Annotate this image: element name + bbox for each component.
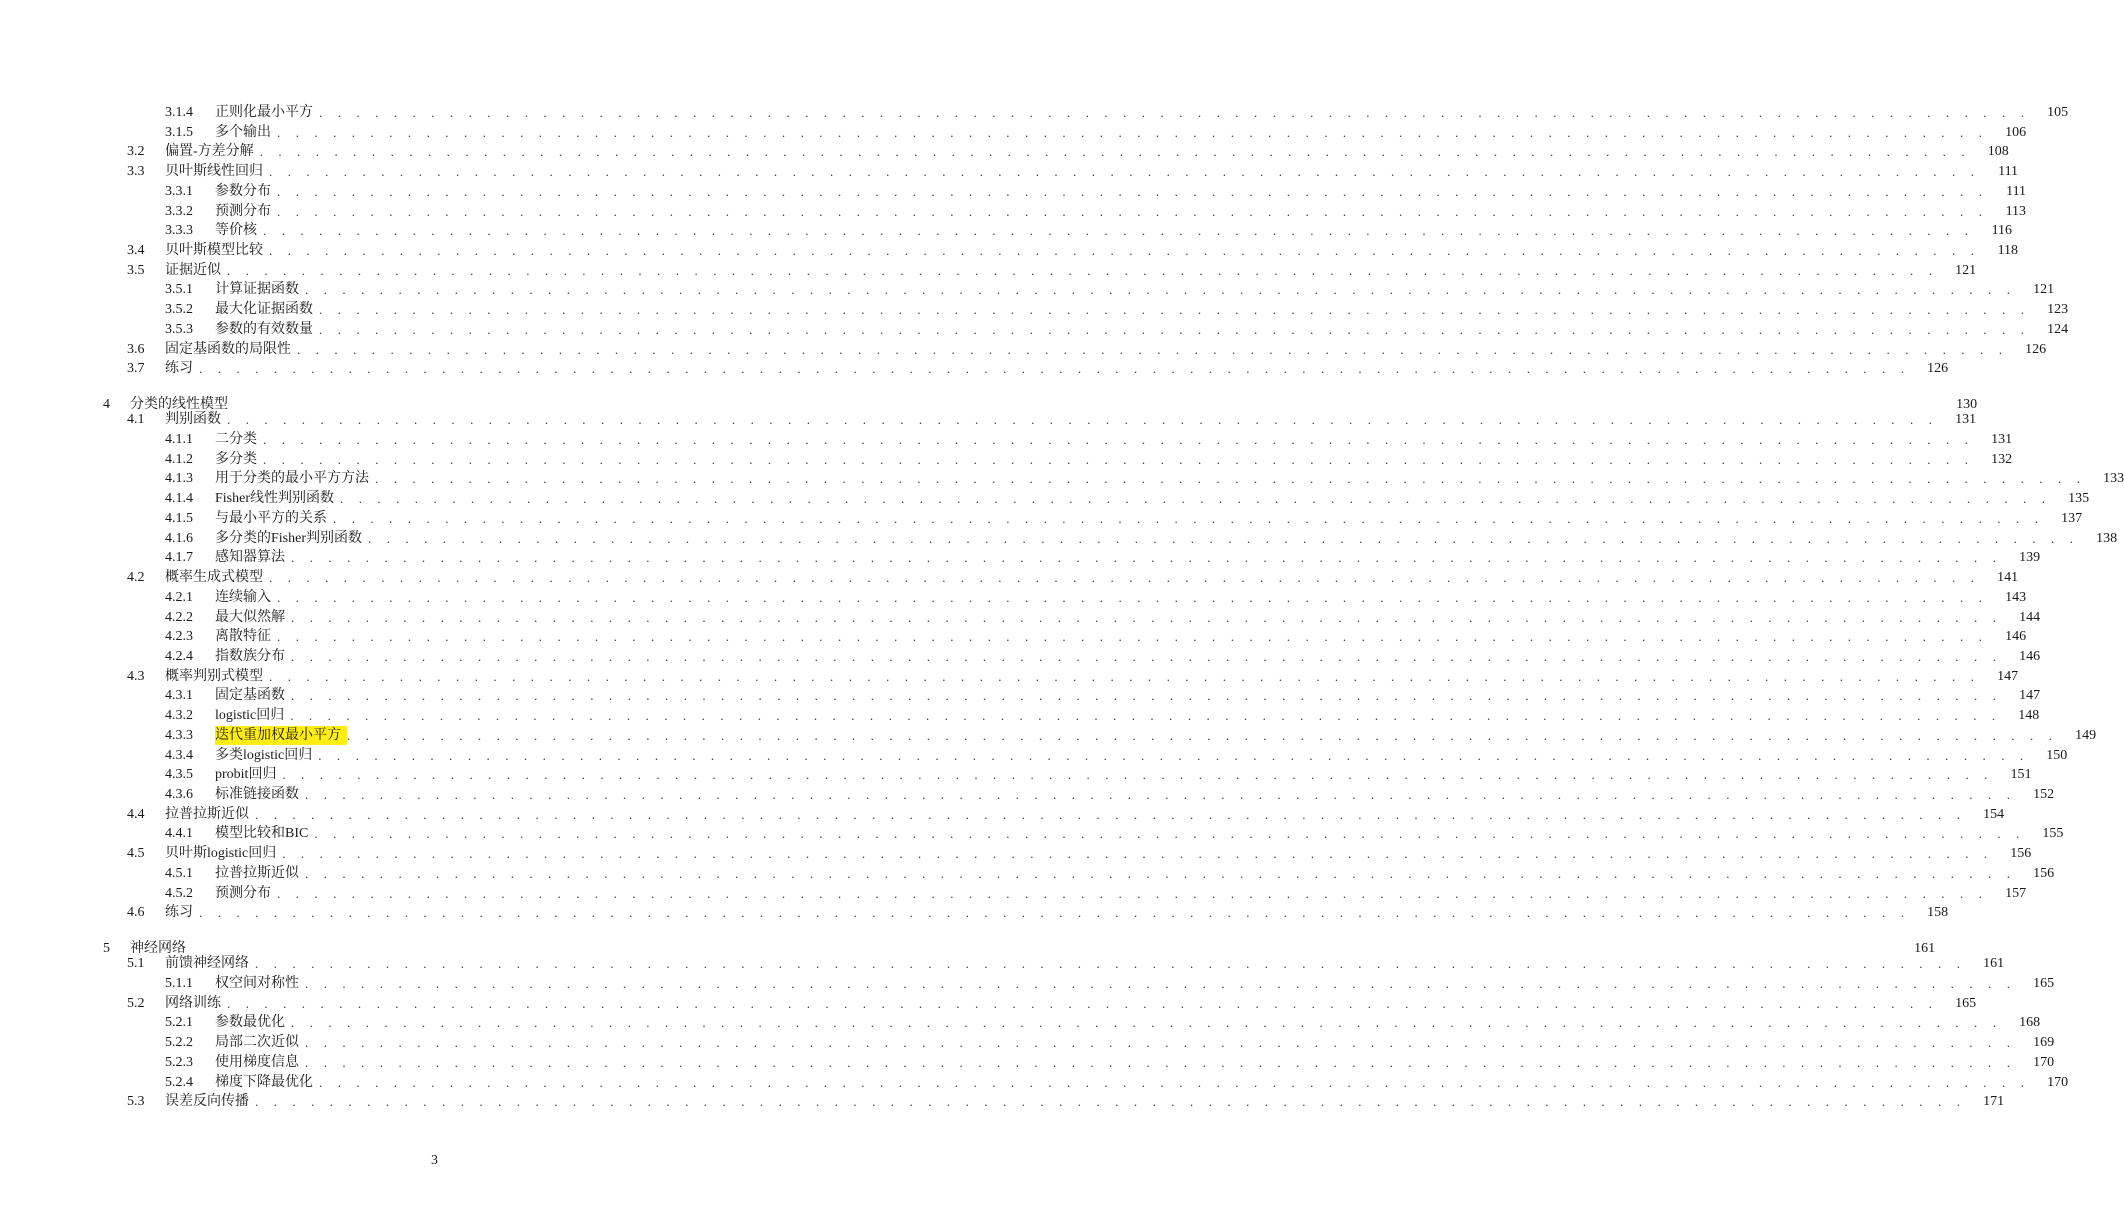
toc-entry-number: 4.1 (127, 412, 145, 427)
toc-entry-number: 3.3.2 (165, 204, 193, 219)
toc-page-number: 165 (2033, 976, 2055, 991)
toc-entry-title: 固定基函数 (215, 688, 285, 703)
toc-entry-title: 拉普拉斯近似 (165, 807, 249, 822)
toc-entry-number: 5 (103, 941, 110, 956)
toc-subsection-row[interactable] (165, 1033, 2055, 1052)
toc-leader-dots: . . . . . . . . . . . . . . . . . . . . . . . . . . . . . . . . . . . . . . . . . . . . . . . . . . . . . . . . . . . . . . . . . . . . . . . . . . . . . . . . . . . . . . . . . . . . (319, 302, 2031, 317)
toc-entry-number: 4.3.2 (165, 708, 193, 723)
toc-entry-title: 多分类 (215, 452, 257, 467)
toc-entry-number: 3.3 (127, 164, 145, 179)
toc-page-number: 170 (2033, 1055, 2055, 1070)
toc-entry-number: 5.2.4 (165, 1075, 193, 1090)
toc-leader-dots: . . . . . . . . . . . . . . . . . . . . . . . . . . . . . . . . . . . . . . . . . . . . . . . . . . . . . . . . . . . . . . . . . . . . . . . . . . . . . . . . . . . . . . . . . . . . (319, 105, 2031, 120)
toc-entry-title: 用于分类的最小平方方法 (215, 471, 369, 486)
toc-subsection-row[interactable] (165, 726, 2097, 745)
toc-page-number: 108 (1987, 144, 2009, 159)
toc-entry-title: 网络训练 (165, 996, 221, 1011)
toc-page-number: 111 (1998, 164, 2019, 179)
toc-page-number: 132 (1991, 452, 2013, 467)
toc-leader-dots: . . . . . . . . . . . . . . . . . . . . . . . . . . . . . . . . . . . . . . . . . . . . . . . . . . . . . . . . . . . . . . . . . . . . . . . . . . . . . . . . . . . . . . . . . . . . (291, 688, 2003, 703)
toc-entry-number: 3.1.5 (165, 125, 193, 140)
toc-entry-number: 3.5 (127, 263, 145, 278)
toc-leader-dots: . . . . . . . . . . . . . . . . . . . . . . . . . . . . . . . . . . . . . . . . . . . . . . . . . . . . . . . . . . . . . . . . . . . . . . . . . . . . . . . . . . . . . . . . . . . . (333, 511, 2045, 526)
toc-page-number: 161 (1914, 941, 1936, 956)
toc-entry-number: 5.2.3 (165, 1055, 193, 1070)
toc-page-number: 171 (1983, 1094, 2005, 1109)
toc-leader-dots: . . . . . . . . . . . . . . . . . . . . . . . . . . . . . . . . . . . . . . . . . . . . . . . . . . . . . . . . . . . . . . . . . . . . . . . . . . . . . . . . . . . . . . . . . . . . (291, 550, 2003, 565)
toc-page-number: 151 (2010, 767, 2032, 782)
toc-leader-dots: . . . . . . . . . . . . . . . . . . . . . . . . . . . . . . . . . . . . . . . . . . . . . . . . . . . . . . . . . . . . . . . . . . . . . . . . . . . . . . . . . . . . . . . . . . . . (269, 243, 1981, 258)
toc-entry-title: 神经网络 (130, 941, 186, 956)
toc-page-number: 105 (2047, 105, 2069, 120)
toc-leader-dots: . . . . . . . . . . . . . . . . . . . . . . . . . . . . . . . . . . . . . . . . . . . . . . . . . . . . . . . . . . . . . . . . . . . . . . . . . . . . . . . . . . . . . . . . . . . . (375, 471, 2087, 486)
toc-entry-number: 3.3.3 (165, 223, 193, 238)
toc-entry-number: 4.3.1 (165, 688, 193, 703)
toc-section-row[interactable] (127, 844, 2032, 863)
toc-leader-dots: . . . . . . . . . . . . . . . . . . . . . . . . . . . . . . . . . . . . . . . . . . . . . . . . . . . . . . . . . . . . . . . . . . . . . . . . . . . . . . . . . . . . . . . . . . . . (269, 164, 1981, 179)
toc-leader-dots: . . . . . . . . . . . . . . . . . . . . . . . . . . . . . . . . . . . . . . . . . . . . . . . . . . . . . . . . . . . . . . . . . . . . . . . . . . . . . . . . . . . . . . . . . . . . (305, 1035, 2017, 1050)
toc-entry-number: 4.2.4 (165, 649, 193, 664)
toc-subsection-row[interactable] (165, 529, 2118, 548)
toc-entry-title: 预测分布 (215, 204, 271, 219)
toc-leader-dots: . . . . . . . . . . . . . . . . . . . . . . . . . . . . . . . . . . . . . . . . . . . . . . . . . . . . . . . . . . . . . . . . . . . . . . . . . . . . . . . . . . . . . . . . . . . . (314, 826, 2026, 841)
toc-page-number: 113 (2005, 204, 2027, 219)
toc-leader-dots: . . . . . . . . . . . . . . . . . . . . . . . . . . . . . . . . . . . . . . . . . . . . . . . . . . . . . . . . . . . . . . . . . . . . . . . . . . . . . . . . . . . . . . . . . . . . (277, 204, 1989, 219)
toc-entry-number: 4.1.1 (165, 432, 193, 447)
toc-subsection-row[interactable] (165, 280, 2055, 299)
toc-section-row[interactable] (127, 805, 2005, 824)
toc-subsection-row[interactable] (165, 706, 2040, 725)
toc-entry-number: 4.1.6 (165, 531, 193, 546)
toc-leader-dots: . . . . . . . . . . . . . . . . . . . . . . . . . . . . . . . . . . . . . . . . . . . . . . . . . . . . . . . . . . . . . . . . . . . . . . . . . . . . . . . . . . . . . . . . . . . . (305, 282, 2017, 297)
toc-entry-title: 感知器算法 (215, 550, 285, 565)
toc-entry-title: 前馈神经网络 (165, 956, 249, 971)
toc-leader-dots: . . . . . . . . . . . . . . . . . . . . . . . . . . . . . . . . . . . . . . . . . . . . . . . . . . . . . . . . . . . . . . . . . . . . . . . . . . . . . . . . . . . . . . . . . . . . (199, 905, 1911, 920)
toc-page-number: 155 (2042, 826, 2064, 841)
toc-leader-dots: . . . . . . . . . . . . . . . . . . . . . . . . . . . . . . . . . . . . . . . . . . . . . . . . . . . . . . . . . . . . . . . . . . . . . . . . . . . . . . . . . . . . . . . . . . . . (277, 886, 1989, 901)
toc-subsection-row[interactable] (165, 824, 2064, 843)
toc-entry-title: 计算证据函数 (215, 282, 299, 297)
toc-entry-title: 等价核 (215, 223, 257, 238)
toc-page-number: 126 (1927, 361, 1949, 376)
toc-entry-title: 判别函数 (165, 412, 221, 427)
toc-page-number: 168 (2019, 1015, 2041, 1030)
toc-entry-number: 3.6 (127, 342, 145, 357)
toc-entry-title: 概率判别式模型 (165, 669, 263, 684)
toc-subsection-row[interactable] (165, 1013, 2041, 1032)
toc-page-number: 146 (2005, 629, 2027, 644)
toc-leader-dots: . . . . . . . . . . . . . . . . . . . . . . . . . . . . . . . . . . . . . . . . . . . . . . . . . . . . . . . . . . . . . . . . . . . . . . . . . . . . . . . . . . . . . . . . . . . . (319, 322, 2031, 337)
toc-entry-title: 贝叶斯线性回归 (165, 164, 263, 179)
toc-leader-dots: . . . . . . . . . . . . . . . . . . . . . . . . . . . . . . . . . . . . . . . . . . . . . . . . . . . . . . . . . . . . . . . . . . . . . . . . . . . . . . . . . . . . . . . . . . . . (305, 976, 2017, 991)
toc-page-number: 143 (2005, 590, 2027, 605)
toc-page-number: 126 (2025, 342, 2047, 357)
toc-entry-number: 3.4 (127, 243, 145, 258)
toc-entry-number: 4.3.5 (165, 767, 193, 782)
toc-subsection-row[interactable] (165, 627, 2027, 646)
toc-entry-title: 预测分布 (215, 886, 271, 901)
toc-page-number: 131 (1991, 432, 2013, 447)
toc-entry-title: 练习 (165, 905, 193, 920)
toc-entry-number: 4.1.7 (165, 550, 193, 565)
toc-entry-number: 5.2 (127, 996, 145, 1011)
toc-page-number: 141 (1997, 570, 2019, 585)
toc-entry-title: 参数分布 (215, 184, 271, 199)
toc-entry-number: 4.3.4 (165, 748, 193, 763)
toc-section-row[interactable] (127, 359, 1949, 378)
toc-entry-number: 3.1.4 (165, 105, 193, 120)
toc-subsection-row[interactable] (165, 509, 2083, 528)
toc-entry-number: 4.3 (127, 669, 145, 684)
toc-leader-dots: . . . . . . . . . . . . . . . . . . . . . . . . . . . . . . . . . . . . . . . . . . . . . . . . . . . . . . . . . . . . . . . . . . . . . . . . . . . . . . . . . . . . . . . . . . . . (347, 728, 2059, 743)
toc-entry-number: 4.2.1 (165, 590, 193, 605)
toc-entry-title: 参数最优化 (215, 1015, 285, 1030)
toc-entry-title: 与最小平方的关系 (215, 511, 327, 526)
toc-leader-dots: . . . . . . . . . . . . . . . . . . . . . . . . . . . . . . . . . . . . . . . . . . . . . . . . . . . . . . . . . . . . . . . . . . . . . . . . . . . . . . . . . . . . . . . . . . . . (318, 748, 2030, 763)
toc-page-number: 137 (2061, 511, 2083, 526)
toc-entry-number: 3.5.1 (165, 282, 193, 297)
toc-leader-dots: . . . . . . . . . . . . . . . . . . . . . . . . . . . . . . . . . . . . . . . . . . . . . . . . . . . . . . . . . . . . . . . . . . . . . . . . . . . . . . . . . . . . . . . . . . . . (269, 669, 1981, 684)
toc-page-number: 161 (1983, 956, 2005, 971)
toc-entry-number: 3.7 (127, 361, 145, 376)
toc-section-row[interactable] (127, 340, 2047, 359)
toc-entry-title-highlighted: 迭代重加权最小平方 (215, 726, 347, 745)
toc-entry-number: 4.5.2 (165, 886, 193, 901)
toc-subsection-row[interactable] (165, 864, 2055, 883)
toc-leader-dots: . . . . . . . . . . . . . . . . . . . . . . . . . . . . . . . . . . . . . . . . . . . . . . . . . . . . . . . . . . . . . . . . . . . . . . . . . . . . . . . . . . . . . . . . . . . . (290, 708, 2002, 723)
toc-page-number: 123 (2047, 302, 2069, 317)
toc-entry-title: 最大似然解 (215, 610, 285, 625)
toc-entry-title: 指数族分布 (215, 649, 285, 664)
toc-section-row[interactable] (127, 162, 2019, 181)
toc-entry-number: 5.1 (127, 956, 145, 971)
toc-entry-title: Fisher线性判别函数 (215, 491, 334, 506)
toc-entry-title: 误差反向传播 (165, 1094, 249, 1109)
toc-page-number: 130 (1956, 397, 1978, 412)
toc-page-number: 156 (2033, 866, 2055, 881)
toc-entry-title: probit回归 (215, 767, 277, 782)
toc-entry-title: logistic回归 (215, 708, 285, 723)
toc-section-row[interactable] (127, 410, 1977, 429)
toc-page-number: 121 (2033, 282, 2055, 297)
toc-subsection-row[interactable] (165, 469, 2124, 488)
toc-subsection-row[interactable] (165, 103, 2069, 122)
toc-entry-title: 连续输入 (215, 590, 271, 605)
toc-section-row[interactable] (127, 568, 2019, 587)
toc-entry-title: 贝叶斯模型比较 (165, 243, 263, 258)
toc-entry-number: 5.2.2 (165, 1035, 193, 1050)
toc-entry-number: 4.2.3 (165, 629, 193, 644)
toc-leader-dots: . . . . . . . . . . . . . . . . . . . . . . . . . . . . . . . . . . . . . . . . . . . . . . . . . . . . . . . . . . . . . . . . . . . . . . . . . . . . . . . . . . . . . . . . . . . . (340, 491, 2052, 506)
toc-subsection-row[interactable] (165, 221, 2013, 240)
toc-leader-dots: . . . . . . . . . . . . . . . . . . . . . . . . . . . . . . . . . . . . . . . . . . . . . . . . . . . . . . . . . . . . . . . . . . . . . . . . . . . . . . . . . . . . . . . . . . . . (255, 956, 1967, 971)
toc-leader-dots: . . . . . . . . . . . . . . . . . . . . . . . . . . . . . . . . . . . . . . . . . . . . . . . . . . . . . . . . . . . . . . . . . . . . . . . . . . . . . . . . . . . . . . . . . . . . (263, 452, 1975, 467)
toc-entry-title: 贝叶斯logistic回归 (165, 846, 277, 861)
toc-entry-title: 正则化最小平方 (215, 105, 313, 120)
toc-subsection-row[interactable] (165, 202, 2027, 221)
toc-subsection-row[interactable] (165, 1053, 2055, 1072)
toc-entry-title: 多类logistic回归 (215, 748, 313, 763)
toc-entry-number: 3.5.2 (165, 302, 193, 317)
toc-leader-dots: . . . . . . . . . . . . . . . . . . . . . . . . . . . . . . . . . . . . . . . . . . . . . . . . . . . . . . . . . . . . . . . . . . . . . . . . . . . . . . . . . . . . . . . . . . . . (277, 590, 1989, 605)
toc-page-number: 157 (2005, 886, 2027, 901)
toc-subsection-row[interactable] (165, 182, 2027, 201)
toc-leader-dots: . . . . . . . . . . . . . . . . . . . . . . . . . . . . . . . . . . . . . . . . . . . . . . . . . . . . . . . . . . . . . . . . . . . . . . . . . . . . . . . . . . . . . . . . . . . . (305, 1055, 2017, 1070)
toc-page-number: 106 (2005, 125, 2027, 140)
toc-page-number: 111 (2006, 184, 2027, 199)
toc-entry-number: 4.4.1 (165, 826, 193, 841)
toc-entry-number: 4.1.2 (165, 452, 193, 467)
toc-page-number: 124 (2047, 322, 2069, 337)
toc-entry-number: 4.5 (127, 846, 145, 861)
toc-section-row[interactable] (127, 954, 2005, 973)
toc-entry-number: 4.2 (127, 570, 145, 585)
toc-subsection-row[interactable] (165, 489, 2090, 508)
toc-section-row[interactable] (127, 994, 1977, 1013)
toc-page-number: 169 (2033, 1035, 2055, 1050)
toc-leader-dots: . . . . . . . . . . . . . . . . . . . . . . . . . . . . . . . . . . . . . . . . . . . . . . . . . . . . . . . . . . . . . . . . . . . . . . . . . . . . . . . . . . . . . . . . . . . . (227, 412, 1939, 427)
toc-subsection-row[interactable] (165, 548, 2041, 567)
toc-subsection-row[interactable] (165, 123, 2027, 142)
toc-page-number: 150 (2046, 748, 2068, 763)
toc-leader-dots: . . . . . . . . . . . . . . . . . . . . . . . . . . . . . . . . . . . . . . . . . . . . . . . . . . . . . . . . . . . . . . . . . . . . . . . . . . . . . . . . . . . . . . . . . . . . (255, 807, 1967, 822)
toc-subsection-row[interactable] (165, 588, 2027, 607)
toc-leader-dots: . . . . . . . . . . . . . . . . . . . . . . . . . . . . . . . . . . . . . . . . . . . . . . . . . . . . . . . . . . . . . . . . . . . . . . . . . . . . . . . . . . . . . . . . . . . . (255, 1094, 1967, 1109)
toc-subsection-row[interactable] (165, 450, 2013, 469)
toc-entry-title: 分类的线性模型 (130, 397, 228, 412)
toc-entry-number: 4 (103, 397, 110, 412)
toc-page-number: 156 (2010, 846, 2032, 861)
toc-subsection-row[interactable] (165, 608, 2041, 627)
toc-entry-number: 4.1.5 (165, 511, 193, 526)
toc-leader-dots: . . . . . . . . . . . . . . . . . . . . . . . . . . . . . . . . . . . . . . . . . . . . . . . . . . . . . . . . . . . . . . . . . . . . . . . . . . . . . . . . . . . . . . . . . . . . (305, 787, 2017, 802)
toc-subsection-row[interactable] (165, 785, 2055, 804)
toc-subsection-row[interactable] (165, 974, 2055, 993)
toc-leader-dots: . . . . . . . . . . . . . . . . . . . . . . . . . . . . . . . . . . . . . . . . . . . . . . . . . . . . . . . . . . . . . . . . . . . . . . . . . . . . . . . . . . . . . . . . . . . . (319, 1075, 2031, 1090)
toc-subsection-row[interactable] (165, 647, 2041, 666)
toc-subsection-row[interactable] (165, 430, 2013, 449)
toc-section-row[interactable] (127, 1092, 2005, 1111)
toc-page-number: 149 (2075, 728, 2097, 743)
toc-leader-dots: . . . . . . . . . . . . . . . . . . . . . . . . . . . . . . . . . . . . . . . . . . . . . . . . . . . . . . . . . . . . . . . . . . . . . . . . . . . . . . . . . . . . . . . . . . . . (282, 846, 1994, 861)
toc-section-row[interactable] (127, 667, 2019, 686)
toc-entry-title: 参数的有效数量 (215, 322, 313, 337)
toc-page-number: 165 (1955, 996, 1977, 1011)
toc-subsection-row[interactable] (165, 1073, 2069, 1092)
toc-entry-title: 偏置-方差分解 (165, 144, 254, 159)
toc-page-number: 135 (2068, 491, 2090, 506)
toc-entry-title: 离散特征 (215, 629, 271, 644)
toc-entry-number: 5.2.1 (165, 1015, 193, 1030)
toc-subsection-row[interactable] (165, 300, 2069, 319)
toc-section-row[interactable] (127, 903, 1949, 922)
toc-leader-dots: . . . . . . . . . . . . . . . . . . . . . . . . . . . . . . . . . . . . . . . . . . . . . . . . . . . . . . . . . . . . . . . . . . . . . . . . . . . . . . . . . . . . . . . . . . . . (227, 263, 1939, 278)
toc-entry-number: 4.1.3 (165, 471, 193, 486)
toc-entry-number: 3.5.3 (165, 322, 193, 337)
toc-leader-dots: . . . . . . . . . . . . . . . . . . . . . . . . . . . . . . . . . . . . . . . . . . . . . . . . . . . . . . . . . . . . . . . . . . . . . . . . . . . . . . . . . . . . . . . . . . . . (277, 125, 1989, 140)
toc-leader-dots: . . . . . . . . . . . . . . . . . . . . . . . . . . . . . . . . . . . . . . . . . . . . . . . . . . . . . . . . . . . . . . . . . . . . . . . . . . . . . . . . . . . . . . . . . . . . (282, 767, 1994, 782)
toc-leader-dots: . . . . . . . . . . . . . . . . . . . . . . . . . . . . . . . . . . . . . . . . . . . . . . . . . . . . . . . . . . . . . . . . . . . . . . . . . . . . . . . . . . . . . . . . . . . . (199, 361, 1911, 376)
toc-leader-dots: . . . . . . . . . . . . . . . . . . . . . . . . . . . . . . . . . . . . . . . . . . . . . . . . . . . . . . . . . . . . . . . . . . . . . . . . . . . . . . . . . . . . . . . . . . . . (297, 342, 2009, 357)
toc-entry-title: 证据近似 (165, 263, 221, 278)
toc-subsection-row[interactable] (165, 884, 2027, 903)
toc-entry-title: 局部二次近似 (215, 1035, 299, 1050)
toc-leader-dots: . . . . . . . . . . . . . . . . . . . . . . . . . . . . . . . . . . . . . . . . . . . . . . . . . . . . . . . . . . . . . . . . . . . . . . . . . . . . . . . . . . . . . . . . . . . . (227, 996, 1939, 1011)
toc-entry-title: 拉普拉斯近似 (215, 866, 299, 881)
toc-page-number: 147 (2019, 688, 2041, 703)
toc-section-row[interactable] (127, 142, 2009, 161)
toc-leader-dots: . . . . . . . . . . . . . . . . . . . . . . . . . . . . . . . . . . . . . . . . . . . . . . . . . . . . . . . . . . . . . . . . . . . . . . . . . . . . . . . . . . . . . . . . . . . . (277, 184, 1989, 199)
toc-page-number: 154 (1983, 807, 2005, 822)
toc-page-number: 138 (2096, 531, 2118, 546)
toc-section-row[interactable] (127, 261, 1977, 280)
toc-entry-number: 4.4 (127, 807, 145, 822)
toc-entry-title: 使用梯度信息 (215, 1055, 299, 1070)
toc-entry-number: 4.1.4 (165, 491, 193, 506)
toc-page-number: 148 (2018, 708, 2040, 723)
toc-page-number: 131 (1955, 412, 1977, 427)
toc-leader-dots: . . . . . . . . . . . . . . . . . . . . . . . . . . . . . . . . . . . . . . . . . . . . . . . . . . . . . . . . . . . . . . . . . . . . . . . . . . . . . . . . . . . . . . . . . . . . (368, 531, 2080, 546)
toc-entry-title: 标准链接函数 (215, 787, 299, 802)
toc-entry-number: 4.3.3 (165, 728, 193, 743)
toc-leader-dots: . . . . . . . . . . . . . . . . . . . . . . . . . . . . . . . . . . . . . . . . . . . . . . . . . . . . . . . . . . . . . . . . . . . . . . . . . . . . . . . . . . . . . . . . . . . . (291, 649, 2003, 664)
toc-entry-title: 模型比较和BIC (215, 826, 309, 841)
toc-entry-number: 3.3.1 (165, 184, 193, 199)
toc-entry-number: 4.6 (127, 905, 145, 920)
toc-page-number: 152 (2033, 787, 2055, 802)
toc-section-row[interactable] (127, 241, 2019, 260)
toc-page-number: 133 (2103, 471, 2124, 486)
toc-entry-title: 固定基函数的局限性 (165, 342, 291, 357)
toc-page-number: 170 (2047, 1075, 2069, 1090)
toc-entry-number: 4.3.6 (165, 787, 193, 802)
toc-page-number: 158 (1927, 905, 1949, 920)
toc-subsection-row[interactable] (165, 320, 2069, 339)
page-number: 3 (431, 1153, 438, 1168)
toc-subsection-row[interactable] (165, 686, 2041, 705)
toc-leader-dots: . . . . . . . . . . . . . . . . . . . . . . . . . . . . . . . . . . . . . . . . . . . . . . . . . . . . . . . . . . . . . . . . . . . . . . . . . . . . . . . . . . . . . . . . . . . . (263, 432, 1975, 447)
toc-entry-number: 3.2 (127, 144, 145, 159)
toc-entry-title: 权空间对称性 (215, 976, 299, 991)
toc-leader-dots: . . . . . . . . . . . . . . . . . . . . . . . . . . . . . . . . . . . . . . . . . . . . . . . . . . . . . . . . . . . . . . . . . . . . . . . . . . . . . . . . . . . . . . . . . . . . (291, 1015, 2003, 1030)
toc-page-number: 139 (2019, 550, 2041, 565)
toc-entry-title: 练习 (165, 361, 193, 376)
toc-leader-dots: . . . . . . . . . . . . . . . . . . . . . . . . . . . . . . . . . . . . . . . . . . . . . . . . . . . . . . . . . . . . . . . . . . . . . . . . . . . . . . . . . . . . . . . . . . . . (259, 144, 1971, 159)
toc-leader-dots: . . . . . . . . . . . . . . . . . . . . . . . . . . . . . . . . . . . . . . . . . . . . . . . . . . . . . . . . . . . . . . . . . . . . . . . . . . . . . . . . . . . . . . . . . . . . (277, 629, 1989, 644)
toc-entry-title: 多分类的Fisher判别函数 (215, 531, 362, 546)
toc-page-number: 147 (1997, 669, 2019, 684)
toc-entry-number: 5.3 (127, 1094, 145, 1109)
toc-leader-dots: . . . . . . . . . . . . . . . . . . . . . . . . . . . . . . . . . . . . . . . . . . . . . . . . . . . . . . . . . . . . . . . . . . . . . . . . . . . . . . . . . . . . . . . . . . . . (305, 866, 2017, 881)
toc-page-number: 146 (2019, 649, 2041, 664)
toc-entry-number: 4.2.2 (165, 610, 193, 625)
toc-subsection-row[interactable] (165, 765, 2032, 784)
toc-entry-title: 多个输出 (215, 125, 271, 140)
toc-entry-title: 最大化证据函数 (215, 302, 313, 317)
toc-page-number: 121 (1955, 263, 1977, 278)
toc-leader-dots: . . . . . . . . . . . . . . . . . . . . . . . . . . . . . . . . . . . . . . . . . . . . . . . . . . . . . . . . . . . . . . . . . . . . . . . . . . . . . . . . . . . . . . . . . . . . (269, 570, 1981, 585)
toc-subsection-row[interactable] (165, 746, 2068, 765)
toc-entry-title: 梯度下降最优化 (215, 1075, 313, 1090)
toc-entry-title: 二分类 (215, 432, 257, 447)
toc-entry-number: 4.5.1 (165, 866, 193, 881)
toc-leader-dots: . . . . . . . . . . . . . . . . . . . . . . . . . . . . . . . . . . . . . . . . . . . . . . . . . . . . . . . . . . . . . . . . . . . . . . . . . . . . . . . . . . . . . . . . . . . . (263, 223, 1975, 238)
toc-page-number: 118 (1997, 243, 2019, 258)
toc-page-number: 144 (2019, 610, 2041, 625)
toc-entry-number: 5.1.1 (165, 976, 193, 991)
toc-entry-title: 概率生成式模型 (165, 570, 263, 585)
toc-leader-dots: . . . . . . . . . . . . . . . . . . . . . . . . . . . . . . . . . . . . . . . . . . . . . . . . . . . . . . . . . . . . . . . . . . . . . . . . . . . . . . . . . . . . . . . . . . . . (291, 610, 2003, 625)
toc-page-number: 116 (1991, 223, 2013, 238)
